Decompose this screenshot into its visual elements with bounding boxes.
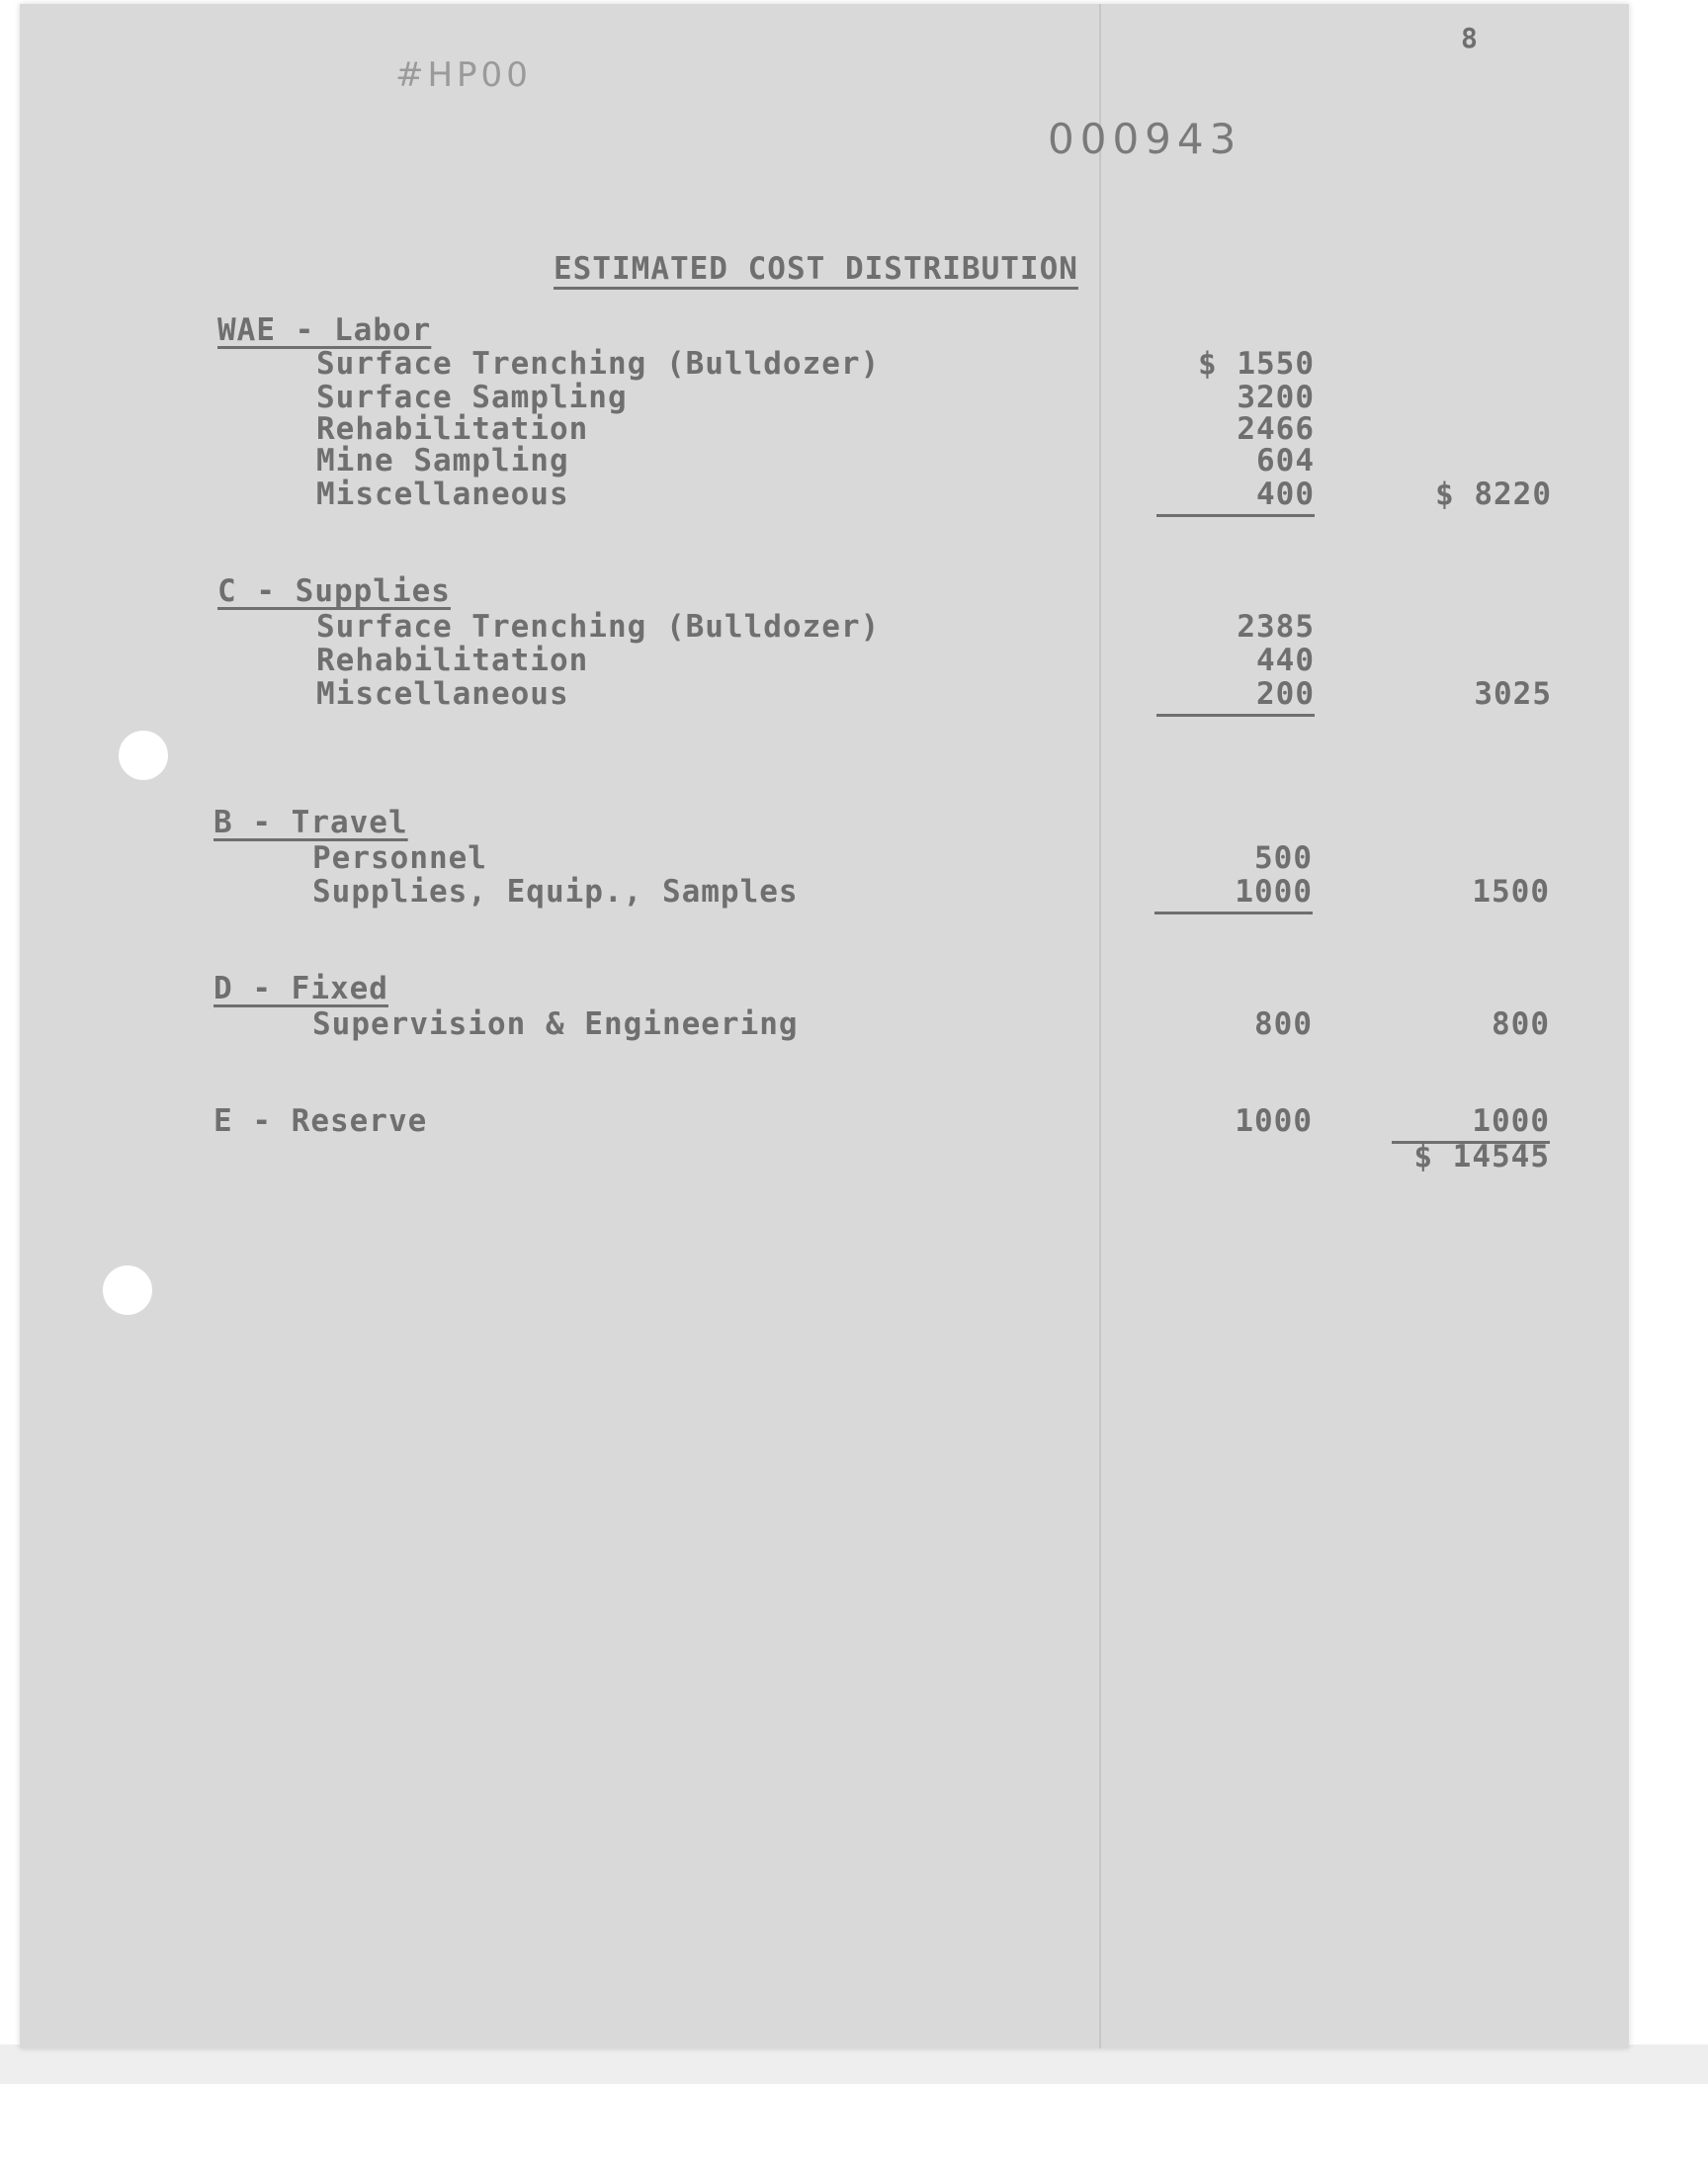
line-item-amount: 1000 (1235, 1103, 1313, 1139)
line-item-label: Rehabilitation (316, 643, 589, 678)
section-heading-travel: B - Travel (214, 805, 408, 840)
line-item-label: Mine Sampling (316, 443, 569, 478)
line-item-label: Personnel (312, 840, 487, 876)
line-item-amount: 800 (1254, 1006, 1313, 1042)
fold-line (1099, 4, 1101, 2048)
line-item-amount: 400 (1156, 477, 1315, 517)
section-heading-labor: WAE - Labor (217, 312, 432, 348)
line-item-label: Surface Trenching (Bulldozer) (316, 609, 881, 645)
line-item-amount: 200 (1156, 676, 1315, 717)
stamp-number: 000943 (1048, 115, 1242, 163)
line-item-amount: 604 (1256, 443, 1315, 478)
line-item-label: Miscellaneous (316, 676, 569, 712)
section-total-travel: 1500 (1472, 874, 1550, 910)
section-heading-supplies: C - Supplies (217, 573, 451, 609)
document-page (20, 4, 1629, 2048)
line-item-label: Surface Sampling (316, 380, 628, 415)
section-heading-reserve: E - Reserve (214, 1103, 428, 1139)
line-item-amount: $ 1550 (1198, 346, 1315, 382)
line-item-amount: 2385 (1237, 609, 1315, 645)
line-item-amount: 440 (1256, 643, 1315, 678)
section-total-fixed: 800 (1492, 1006, 1550, 1042)
line-item-label: Miscellaneous (316, 477, 569, 512)
line-item-amount: 1000 (1154, 874, 1313, 914)
document-title: ESTIMATED COST DISTRIBUTION (554, 251, 1078, 287)
line-item-label: Supervision & Engineering (312, 1006, 799, 1042)
line-item-label: Rehabilitation (316, 411, 589, 447)
line-item-amount: 2466 (1237, 411, 1315, 447)
section-total-reserve: 1000 (1392, 1103, 1550, 1144)
punch-hole (119, 731, 168, 780)
grand-total: $ 14545 (1413, 1139, 1550, 1174)
stamp-top: #HP00 (395, 55, 532, 95)
section-total-labor: $ 8220 (1435, 477, 1552, 512)
line-item-amount: 500 (1254, 840, 1313, 876)
section-total-supplies: 3025 (1474, 676, 1552, 712)
scan-bottom-edge (0, 2044, 1708, 2084)
line-item-label: Surface Trenching (Bulldozer) (316, 346, 881, 382)
page-number: 8 (1461, 22, 1479, 54)
line-item-amount: 3200 (1237, 380, 1315, 415)
punch-hole (103, 1265, 152, 1315)
line-item-label: Supplies, Equip., Samples (312, 874, 799, 910)
section-heading-fixed: D - Fixed (214, 971, 388, 1006)
